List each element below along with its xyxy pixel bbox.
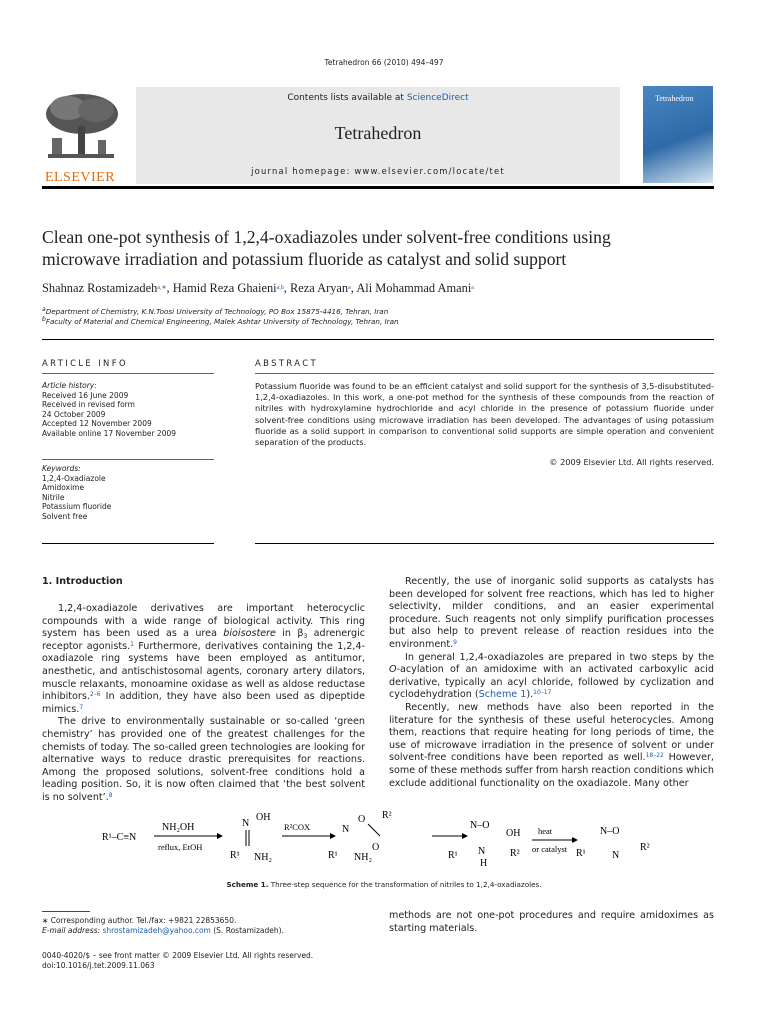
author-1[interactable]: Hamid Reza Ghaieni <box>172 281 277 295</box>
svg-text:N: N <box>612 850 620 861</box>
reaction-scheme-diagram <box>92 806 692 874</box>
condition-catalyst: or catalyst <box>532 844 568 854</box>
author-affiliation-mark[interactable]: a <box>348 285 351 291</box>
reagent-2: R²COX <box>284 822 311 832</box>
svg-text:N–O: N–O <box>600 826 620 837</box>
svg-text:NH₂: NH₂ <box>254 852 272 863</box>
svg-text:N–O: N–O <box>470 820 490 831</box>
article-info-heading: ARTICLE INFO <box>42 358 128 368</box>
footer: 0040-4020/$ – see front matter © 2009 Elsevier Ltd. All rights reserved. doi:10.1016/j.tet.2009.11.063 <box>42 951 314 970</box>
affiliations <box>42 307 399 327</box>
scheme-caption: Scheme 1. Three-step sequence for the transformation of nitriles to 1,2,4-oxadiazoles. <box>226 880 542 889</box>
journal-homepage[interactable]: journal homepage: www.elsevier.com/locate/tet <box>251 166 505 176</box>
author-3[interactable]: Ali Mohammad Amani <box>356 281 472 295</box>
scheme-1-link[interactable]: Scheme 1 <box>478 689 527 701</box>
svg-text:H: H <box>480 858 488 869</box>
reagent-1: NH₂OH <box>162 822 195 833</box>
elsevier-logo[interactable] <box>38 90 122 185</box>
sciencedirect-link[interactable]: ScienceDirect <box>406 93 469 103</box>
copyright: © 2009 Elsevier Ltd. All rights reserved. <box>549 457 714 467</box>
author-affiliation-mark[interactable]: a,∗ <box>157 285 167 291</box>
contents-line: Contents lists available at ScienceDirect <box>287 93 469 103</box>
svg-text:O: O <box>372 842 380 853</box>
affiliation-a: $^a$Department of Chemistry, K.N.Toosi University of Technology, PO Box 15875-4416, Tehran, Iran <box>42 306 389 316</box>
author-affiliation-mark[interactable]: a <box>471 285 474 291</box>
condition-heat: heat <box>538 826 553 836</box>
intro-left-column: 1,2,4-oxadiazole derivatives are important heterocyclic compounds with a wide range of biological activity. This ring system has been used as a urea bioisostere in $\beta_3$ adrenergic receptor agonists.$^1$ Furthermore, derivatives containing the 1,2,4-oxadiazole ring systems have been employed as antitumor, anesthetic, and antischistosomal agents, coronary artery dilators, muscle relaxants, monoamine oxidase as well as aldose reductase inhibitors.$^{2-6}$ In addition, they have also been used as dipeptide mimics.$^7$ The drive to environmentally sustainable or so-called ‘green chemistry’ has provided one of the greatest challenges for the chemists of today. The so-called green technologies are looking for alternative ways to reduce drastic prerequisites for reactions. Among the proposed solutions, solvent-free conditions hold a leading position. So, it is now often claimed that ‘the best solvent is no solvent’.$^8$ <box>42 603 366 803</box>
svg-text:R²: R² <box>640 842 650 853</box>
footnote: ∗ Corresponding author. Tel./fax: +9821 22853650. E-mail address: shrostamizadeh@yahoo.com (S. Rostamizadeh). <box>42 916 284 935</box>
author-2[interactable]: Reza Aryan <box>289 281 349 295</box>
abstract-heading: ABSTRACT <box>255 358 318 368</box>
section-heading-introduction: 1. Introduction <box>42 576 123 587</box>
article-history: Article history: Received 16 June 2009 Received in revised form 24 October 2009 Accepted 12 November 2009 Available online 17 November 2009 <box>42 381 177 438</box>
keywords: Keywords: 1,2,4-Oxadiazole Amidoxime Nitrile Potassium fluoride Solvent free <box>42 464 112 521</box>
author-affiliation-mark[interactable]: a,b <box>276 285 284 291</box>
condition-1: reflux, EtOH <box>158 842 203 852</box>
svg-text:R²: R² <box>382 810 392 821</box>
scheme-1-figure <box>92 806 692 874</box>
svg-text:R¹: R¹ <box>230 850 240 861</box>
svg-text:NH₂: NH₂ <box>354 852 372 863</box>
journal-reference: Tetrahedron 66 (2010) 494–497 <box>324 58 444 67</box>
author-0[interactable]: Shahnaz Rostamizadeh <box>42 281 158 295</box>
header-rule <box>42 186 714 189</box>
svg-text:R¹: R¹ <box>576 848 586 859</box>
svg-text:OH: OH <box>256 812 271 823</box>
journal-name: Tetrahedron <box>334 123 422 143</box>
svg-text:R¹–C≡N: R¹–C≡N <box>102 832 137 843</box>
author-email-link[interactable]: shrostamizadeh@yahoo.com <box>102 925 211 935</box>
svg-text:N: N <box>478 846 486 857</box>
svg-text:O: O <box>358 814 366 825</box>
svg-text:N: N <box>342 824 350 835</box>
cover-title: Tetrahedron <box>655 94 694 103</box>
publisher-name: ELSEVIER <box>44 170 116 185</box>
svg-text:R¹: R¹ <box>328 850 338 861</box>
elsevier-tree-icon <box>38 90 122 166</box>
article-title: Clean one-pot synthesis of 1,2,4-oxadiazoles under solvent-free conditions using microwave irradiation and potassium fluoride as catalyst and solid support <box>42 227 611 269</box>
journal-cover[interactable] <box>643 86 713 183</box>
abstract-text: Potassium fluoride was found to be an efficient catalyst and solid support for the synthesis of 3,5-disubstituted-1,2,4-oxadiazoles. In this work, a one-pot method for the synthesis of these compounds from the reaction of nitriles with hydroxylamine hydrochloride and acyl chloride in the presence of potassium fluoride under solvent-free conditions using microwave irradiation has been developed. The advantages of using potassium fluoride as a solid support in comparison to conventional solid supports are simple operation and convenient separation of the products. <box>255 381 714 448</box>
intro-right-column-end: methods are not one-pot procedures and require amidoximes as starting materials. <box>389 910 714 934</box>
authors: Shahnaz Rostamizadeh$^{a,∗}$, Hamid Reza Ghaieni$^{a,b}$, Reza Aryan$^a$, Ali Mohammad Amani$^a$ <box>42 281 474 295</box>
svg-text:OH: OH <box>506 828 521 839</box>
svg-text:R²: R² <box>510 848 520 859</box>
affiliation-b: $^b$Faculty of Material and Chemical Engineering, Malek Ashtar University of Technology, Tehran, Iran <box>42 316 399 326</box>
intro-right-column: Recently, the use of inorganic solid supports as catalysts has been developed for solvent free reactions, which has led to higher selectivity, milder conditions, and an easier experimental procedure. Such reagents not only simplify purification processes but also help to prevent release of reaction residues into the environment.$^9$ In general 1,2,4-oxadiazoles are prepared in two steps by the O-acylation of an amidoxime with an activated carboxylic acid derivative, typically an acyl chloride, followed by cyclization and cyclodehydration (Scheme 1).$^{10-17}$ Recently, new methods have also been reported in the literature for the synthesis of these useful heterocycles. Among them, reactions that require heating for long periods of time, the use of microwave irradiation in the presence of solvent or under solvent-free conditions have been reported as well.$^{18-22}$ However, some of these methods suffer from harsh reaction conditions which exclude additional functionality on the oxadiazole. Many other <box>389 576 714 789</box>
svg-text:R¹: R¹ <box>448 850 458 861</box>
svg-text:N: N <box>242 818 250 829</box>
